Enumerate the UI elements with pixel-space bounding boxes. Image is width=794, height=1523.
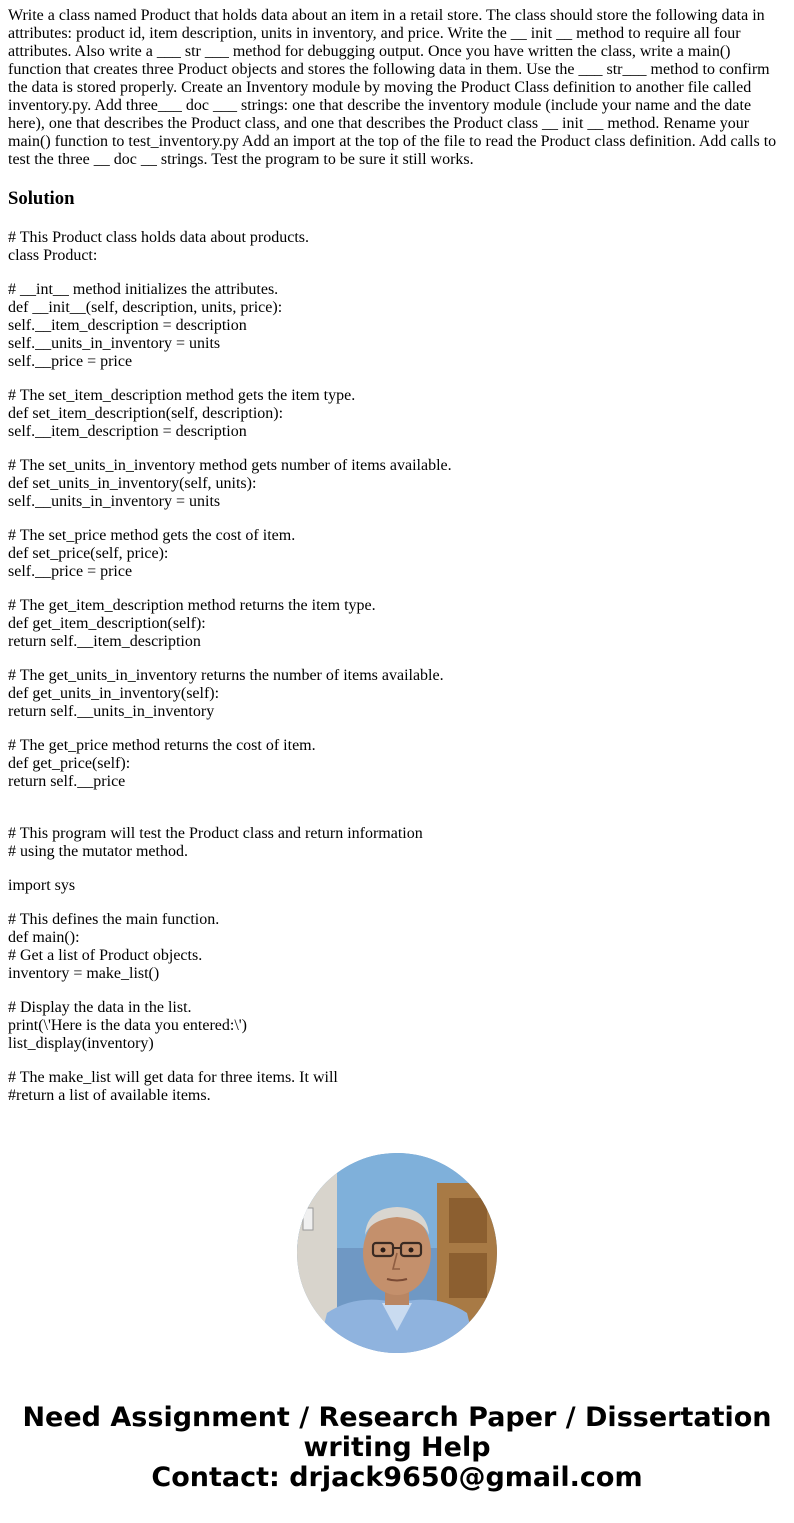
code-line: return self.__units_in_inventory [8, 703, 215, 720]
code-line: inventory = make_list() [8, 965, 160, 982]
code-line: # The make_list will get data for three items. It will [8, 1069, 338, 1086]
code-line: class Product: [8, 247, 98, 264]
code-block [8, 877, 784, 895]
code-line: # The get_units_in_inventory returns the number of items available. [8, 667, 444, 684]
solution-heading: Solution [8, 188, 75, 209]
cta-line-2: writing Help [303, 1432, 491, 1463]
question-text: Write a class named Product that holds data about an item in a retail store. The class should store the following data in attributes: product id, item description, units in inventory, and price. Write the __ init __ method to require all four attributes. Also write a ___ str ___ method for debugging output. Once you have written the class, write a main() function that creates three Product objects and stores the following data in them. Use the ___ str___ method to confirm the data is stored properly. Create an Inventory module by moving the Product Class definition to another file called inventory.py. Add three___ doc ___ strings: one that describe the inventory module (include your name and the date here), one that describes the Product class, and one that describes the Product class __ init __ method. Rename your main() function to test_inventory.py Add an import at the top of the file to read the Product class definition. Add calls to test the three __ doc __ strings. Test the program to be sure it still works. [8, 7, 777, 168]
code-line: # This defines the main function. [8, 911, 220, 928]
author-avatar [297, 1153, 497, 1353]
code-line: # The get_price method returns the cost of item. [8, 737, 316, 754]
person-photo-icon [297, 1153, 497, 1353]
code-line: #return a list of available items. [8, 1087, 211, 1104]
code-line: self.__price = price [8, 353, 133, 370]
code-block [8, 737, 784, 791]
code-line: list_display(inventory) [8, 1035, 154, 1052]
code-line: return self.__price [8, 773, 126, 790]
cta-line-1: Need Assignment / Research Paper / Dissertation [22, 1402, 772, 1433]
code-block [8, 457, 784, 511]
code-line: def set_units_in_inventory(self, units): [8, 475, 257, 492]
code-line: # The set_item_description method gets the item type. [8, 387, 356, 404]
code-block [8, 1069, 784, 1105]
code-line: def get_item_description(self): [8, 615, 206, 632]
code-line: # This Product class holds data about products. [8, 229, 309, 246]
code-line: # The get_item_description method returns the item type. [8, 597, 376, 614]
code-block [8, 387, 784, 441]
code-line: # Display the data in the list. [8, 999, 192, 1016]
code-line: # The set_units_in_inventory method gets number of items available. [8, 457, 452, 474]
code-line: return self.__item_description [8, 633, 201, 650]
code-line: # __int__ method initializes the attributes. [8, 281, 279, 298]
code-block [8, 527, 784, 581]
code-line: # Get a list of Product objects. [8, 947, 203, 964]
code-line: # The set_price method gets the cost of item. [8, 527, 296, 544]
code-line: def __init__(self, description, units, price): [8, 299, 283, 316]
solution-code [8, 229, 784, 1121]
code-line: def set_item_description(self, description): [8, 405, 284, 422]
code-line: def main(): [8, 929, 80, 946]
code-line: self.__item_description = description [8, 317, 247, 334]
contact-banner [0, 1403, 794, 1493]
code-block [8, 597, 784, 651]
code-line: import sys [8, 877, 76, 894]
cta-line-3[interactable]: Contact: drjack9650@gmail.com [151, 1462, 643, 1493]
code-line: self.__item_description = description [8, 423, 247, 440]
code-line: self.__units_in_inventory = units [8, 335, 221, 352]
code-line: self.__price = price [8, 563, 133, 580]
code-block [8, 667, 784, 721]
code-line: def get_units_in_inventory(self): [8, 685, 220, 702]
code-block [8, 229, 784, 265]
code-block [8, 999, 784, 1053]
code-line: def get_price(self): [8, 755, 131, 772]
code-line: def set_price(self, price): [8, 545, 169, 562]
code-block [8, 825, 784, 861]
code-block [8, 911, 784, 983]
code-line: # using the mutator method. [8, 843, 188, 860]
code-block [8, 281, 784, 371]
code-line: self.__units_in_inventory = units [8, 493, 221, 510]
code-line: # This program will test the Product class and return information [8, 825, 423, 842]
code-line: print(\'Here is the data you entered:\') [8, 1017, 248, 1034]
